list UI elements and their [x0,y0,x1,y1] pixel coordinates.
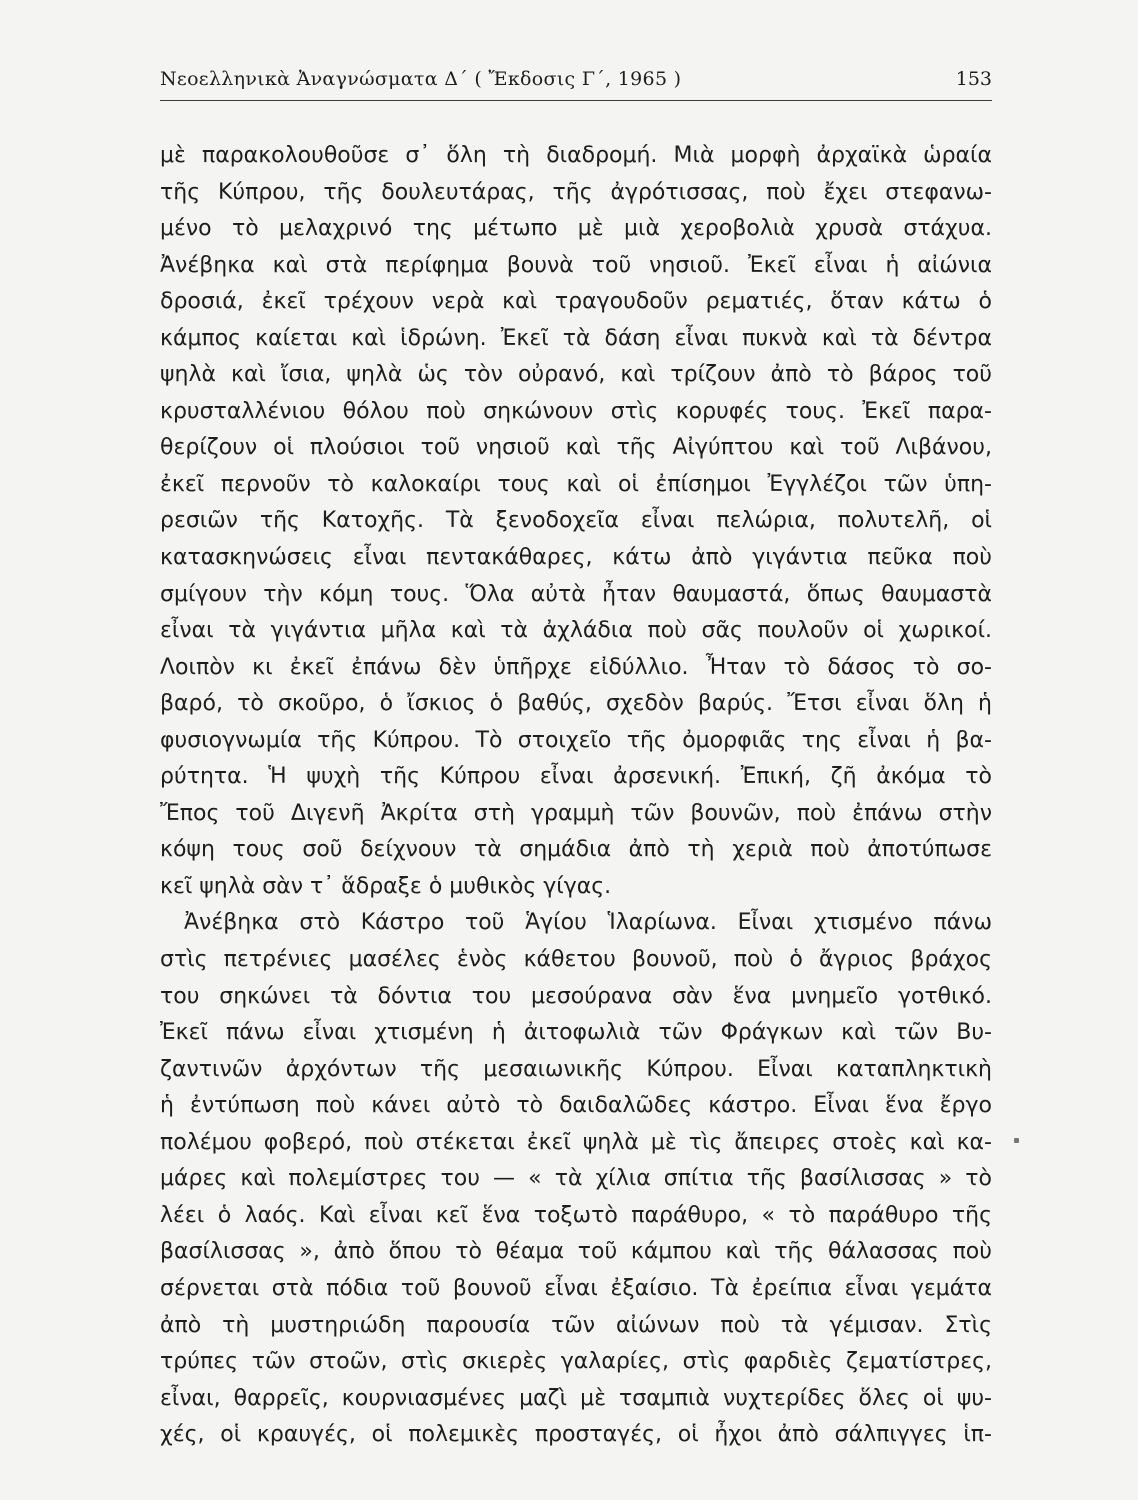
text-line: βασίλισσας », ἀπὸ ὅπου τὸ θέαμα τοῦ κάμπου καὶ τῆς θάλασσας ποὺ [160,1239,992,1265]
text-line: εἶναι τὰ γιγάντια μῆλα καὶ τὰ ἀχλάδια ποὺ σᾶς πουλοῦν οἱ χωρικοί. [160,618,992,644]
text-line: χές, οἱ κραυγές, οἱ πολεμικὲς προσταγές, οἱ ἦχοι ἀπὸ σάλπιγγες ἱπ- [160,1422,992,1448]
text-line: τρύπες τῶν στοῶν, στὶς σκιερὲς γαλαρίες, στὶς φαρδιὲς ζεματίστρες, [160,1349,992,1375]
text-line: Ἔπος τοῦ Διγενῆ Ἀκρίτα στὴ γραμμὴ τῶν βουνῶν, ποὺ ἐπάνω στὴν [160,800,992,826]
text-line: βαρό, τὸ σκοῦρο, ὁ ἴσκιος ὁ βαθύς, σχεδὸν βαρύς. Ἔτσι εἶναι ὅλη ἡ [160,691,992,717]
text-line: κατασκηνώσεις εἶναι πεντακάθαρες, κάτω ἀπὸ γιγάντια πεῦκα ποὺ [160,545,992,571]
text-line: εἶναι, θαρρεῖς, κουρνιασμένες μαζὶ μὲ τσαμπιὰ νυχτερίδες ὅλες οἱ ψυ- [160,1385,992,1411]
text-line: τῆς Κύπρου, τῆς δουλευτάρας, τῆς ἀγρότισσας, ποὺ ἔχει στεφανω- [160,179,992,205]
text-line: μάρες καὶ πολεμίστρες του — « τὰ χίλια σπίτια τῆς βασίλισσας » τὸ [160,1166,992,1192]
body-text [160,138,992,1454]
header-rule [160,100,992,101]
text-line: μὲ παρακολουθοῦσε σ᾿ ὅλη τὴ διαδρομή. Μιὰ μορφὴ ἀρχαϊκὰ ὡραία [160,143,992,168]
text-line: Ἀνέβηκα στὸ Κάστρο τοῦ Ἁγίου Ἱλαρίωνα. Εἶναι χτισμένο πάνω [184,910,992,936]
paragraph-2 [160,905,992,1453]
margin-mark [1014,1138,1019,1143]
text-line: δροσιά, ἐκεῖ τρέχουν νερὰ καὶ τραγουδοῦν ρεματιές, ὅταν κάτω ὁ [160,289,992,315]
text-line: λέει ὁ λαός. Καὶ εἶναι κεῖ ἕνα τοξωτὸ παράθυρο, « τὸ παράθυρο τῆς [160,1202,992,1228]
text-line: πολέμου φοβερό, ποὺ στέκεται ἐκεῖ ψηλὰ μὲ τὶς ἄπειρες στοὲς καὶ κα- [160,1129,992,1155]
text-line: ρύτητα. Ἡ ψυχὴ τῆς Κύπρου εἶναι ἀρσενική. Ἐπική, ζῆ ἀκόμα τὸ [160,764,992,790]
text-line: στὶς πετρένιες μασέλες ἑνὸς κάθετου βουνοῦ, ποὺ ὁ ἄγριος βράχος [160,947,992,973]
page-number: 153 [955,68,992,90]
text-line: μένο τὸ μελαχρινό της μέτωπο μὲ μιὰ χερoβολιὰ χρυσὰ στάχυα. [160,216,992,242]
paragraph-1 [160,138,992,905]
text-line: Ἐκεῖ πάνω εἶναι χτισμένη ἡ ἀιτοφωλιὰ τῶν Φράγκων καὶ τῶν Βυ- [160,1020,992,1046]
text-line: θερίζουν οἱ πλούσιοι τοῦ νησιοῦ καὶ τῆς Αἰγύπτου καὶ τοῦ Λιβάνου, [160,435,992,461]
text-line: ρεσιῶν τῆς Κατοχῆς. Τὰ ξενοδοχεῖα εἶναι πελώρια, πολυτελῆ, οἱ [160,508,992,534]
text-line: φυσιογνωμία τῆς Κύπρου. Τὸ στοιχεῖο τῆς ὀμορφιᾶς της εἶναι ἡ βα- [160,727,992,753]
text-line: του σηκώνει τὰ δόντια του μεσούρανα σὰν ἕνα μνημεῖο γοτθικό. [160,983,992,1009]
running-header-title: Νεοελληνικὰ Ἀναγνώσματα Δ΄ ( Ἔκδοσις Γ΄, 1965 ) [160,68,682,90]
text-line: σέρνεται στὰ πόδια τοῦ βουνοῦ εἶναι ἐξαίσιο. Τὰ ἐρείπια εἶναι γεμάτα [160,1275,992,1301]
text-line: Λοιπὸν κι ἐκεῖ ἐπάνω δὲν ὑπῆρχε εἰδύλλιο. Ἦταν τὸ δάσος τὸ σο- [160,654,992,680]
text-line: ἡ ἐντύπωση ποὺ κάνει αὐτὸ τὸ δαιδαλῶδες κάστρο. Εἶναι ἕνα ἔργο [160,1093,992,1119]
running-header [160,66,992,98]
text-line: κάμπος καίεται καὶ ἱδρώνη. Ἐκεῖ τὰ δάση εἶναι πυκνὰ καὶ τὰ δέντρα [160,325,992,351]
text-line: Ἀνέβηκα καὶ στὰ περίφημα βουνὰ τοῦ νησιοῦ. Ἐκεῖ εἶναι ἡ αἰώνια [160,252,992,278]
text-line: ζαντινῶν ἀρχόντων τῆς μεσαιωνικῆς Κύπρου. Εἶναι καταπληκτικὴ [160,1056,992,1082]
text-line: ψηλὰ καὶ ἴσια, ψηλὰ ὡς τὸν οὐρανό, καὶ τρίζουν ἀπὸ τὸ βάρος τοῦ [160,362,992,388]
text-line: κόψη τους σοῦ δείχνουν τὰ σημάδια ἀπὸ τὴ χεριὰ ποὺ ἀποτύπωσε [160,837,992,863]
text-line: κεῖ ψηλὰ σὰν τ᾿ ἅδραξε ὁ μυθικὸς γίγας. [160,873,612,899]
text-line: σμίγουν τὴν κόμη τους. Ὅλα αὐτὰ ἦταν θαυμαστά, ὅπως θαυμαστὰ [160,581,992,607]
text-line: ἐκεῖ περνοῦν τὸ καλοκαίρι τους καὶ οἱ ἐπίσημοι Ἐγγλέζοι τῶν ὑπη- [160,471,992,497]
text-line: ἀπὸ τὴ μυστηριώδη παρουσία τῶν αἰώνων ποὺ τὰ γέμισαν. Στὶς [160,1312,992,1338]
text-line: κρυσταλλένιου θόλου ποὺ σηκώνουν στὶς κορυφές τους. Ἐκεῖ παρα- [160,398,992,424]
